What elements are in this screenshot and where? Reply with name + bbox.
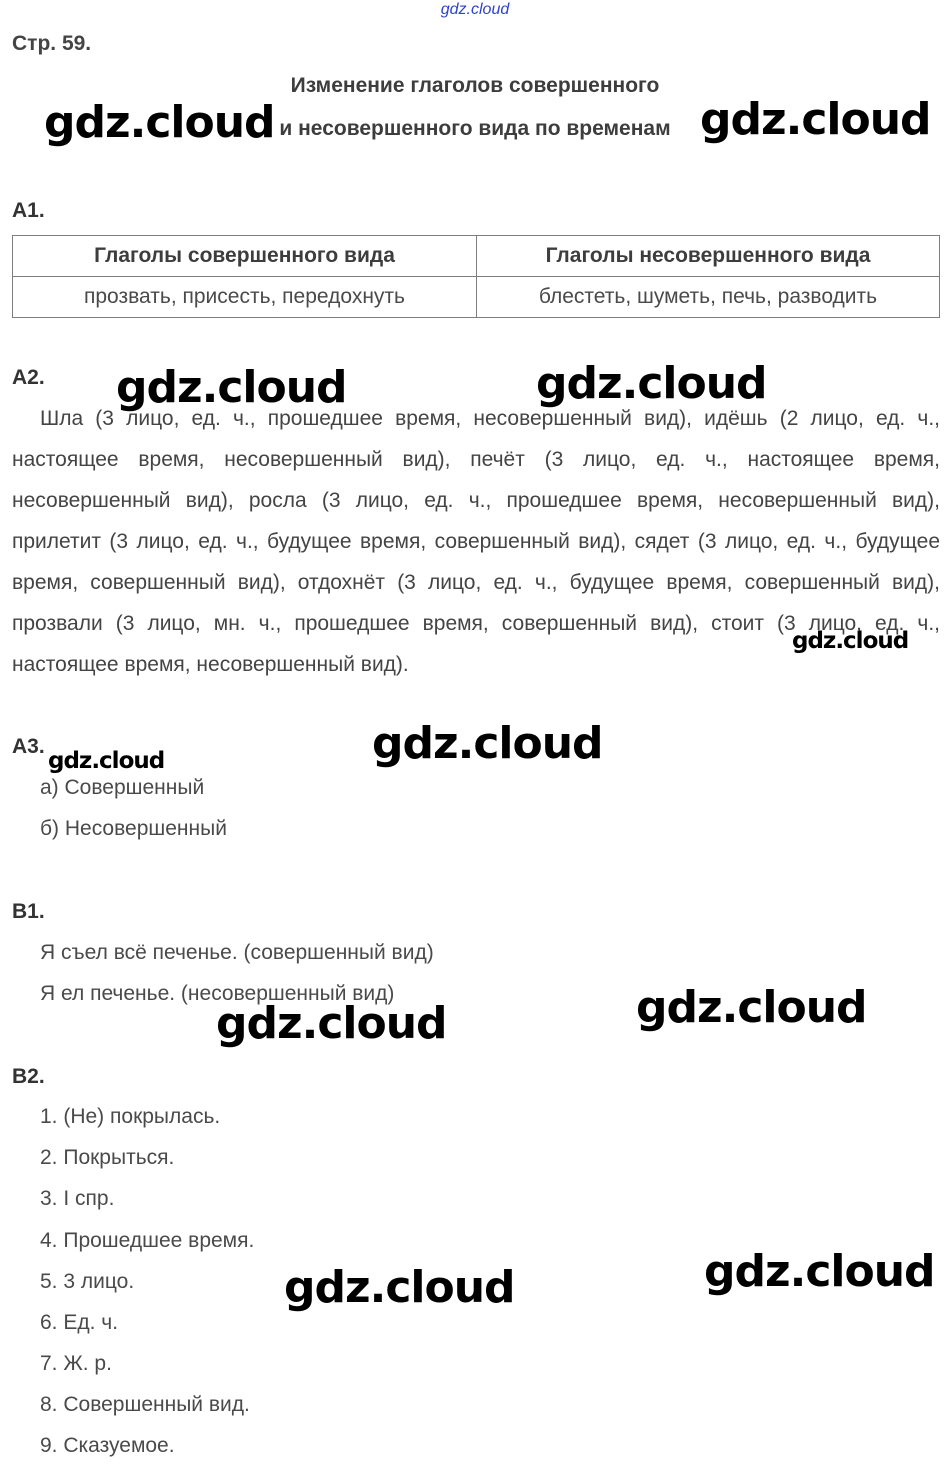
watermark: gdz.cloud [48, 748, 165, 774]
title-line-1: Изменение глаголов совершенного [290, 74, 660, 97]
list-item: 9. Сказуемое. [40, 1434, 175, 1457]
table-header-imperfective: Глаголы несовершенного вида [477, 236, 940, 277]
table-cell-imperfective: блестеть, шуметь, печь, разводить [477, 277, 940, 318]
watermark: gdz.cloud [284, 1262, 515, 1313]
list-item: 1. (Не) покрылась. [40, 1105, 221, 1128]
watermark: gdz.cloud [700, 94, 931, 145]
list-item: 7. Ж. р. [40, 1352, 112, 1375]
watermark: gdz.cloud [216, 998, 447, 1049]
section-a1-label: А1. [12, 199, 45, 222]
table-row [13, 277, 940, 318]
list-item: 6. Ед. ч. [40, 1311, 119, 1334]
watermark: gdz.cloud [44, 97, 275, 148]
list-item: 8. Совершенный вид. [40, 1393, 250, 1416]
section-b1-label: В1. [12, 900, 45, 923]
verbs-table [12, 235, 940, 318]
section-a2-paragraph: Шла (3 лицо, ед. ч., прошедшее время, несовершенный вид), идёшь (2 лицо, ед. ч., настоящее время, несовершенный вид), печёт (3 лицо, ед. ч., настоящее время, несовершенный вид), росла (3 лицо, ед. ч., прошедшее время, несовершенный вид), прилетит (3 лицо, ед. ч., будущее время, совершенный вид), сядет (3 лицо, ед. ч., будущее время, совершенный вид), отдохнёт (3 лицо, ед. ч., будущее время, совершенный вид), прозвали (3 лицо, мн. ч., прошедшее время, совершенный вид), стоит (3 лицо, ед. ч., настоящее время, несовершенный вид). [12, 407, 940, 676]
watermark: gdz.cloud [792, 628, 909, 654]
watermark: gdz.cloud [372, 718, 603, 769]
list-item: 3. I спр. [40, 1187, 115, 1210]
section-a3-label: А3. [12, 735, 45, 758]
table-header-perfective: Глаголы совершенного вида [13, 236, 477, 277]
watermark: gdz.cloud [536, 358, 767, 409]
section-b2-label: В2. [12, 1065, 45, 1088]
watermark: gdz.cloud [636, 982, 867, 1033]
list-item: Я съел всё печенье. (совершенный вид) [40, 941, 434, 964]
title-line-2: и несовершенного вида по временам [279, 117, 671, 140]
list-item: Я ел печенье. (несовершенный вид) [40, 982, 395, 1005]
list-item: 4. Прошедшее время. [40, 1229, 255, 1252]
list-item: 2. Покрыться. [40, 1146, 175, 1169]
table-header-row [13, 236, 940, 277]
top-watermark: gdz.cloud [440, 1, 510, 18]
page-label: Стр. 59. [12, 32, 92, 55]
list-item: 5. 3 лицо. [40, 1270, 135, 1293]
watermark: gdz.cloud [704, 1246, 935, 1297]
list-item: а) Совершенный [40, 776, 205, 799]
watermark: gdz.cloud [116, 362, 347, 413]
table-cell-perfective: прозвать, присесть, передохнуть [13, 277, 477, 318]
section-a2-label: А2. [12, 366, 45, 389]
list-item: б) Несовершенный [40, 817, 227, 840]
